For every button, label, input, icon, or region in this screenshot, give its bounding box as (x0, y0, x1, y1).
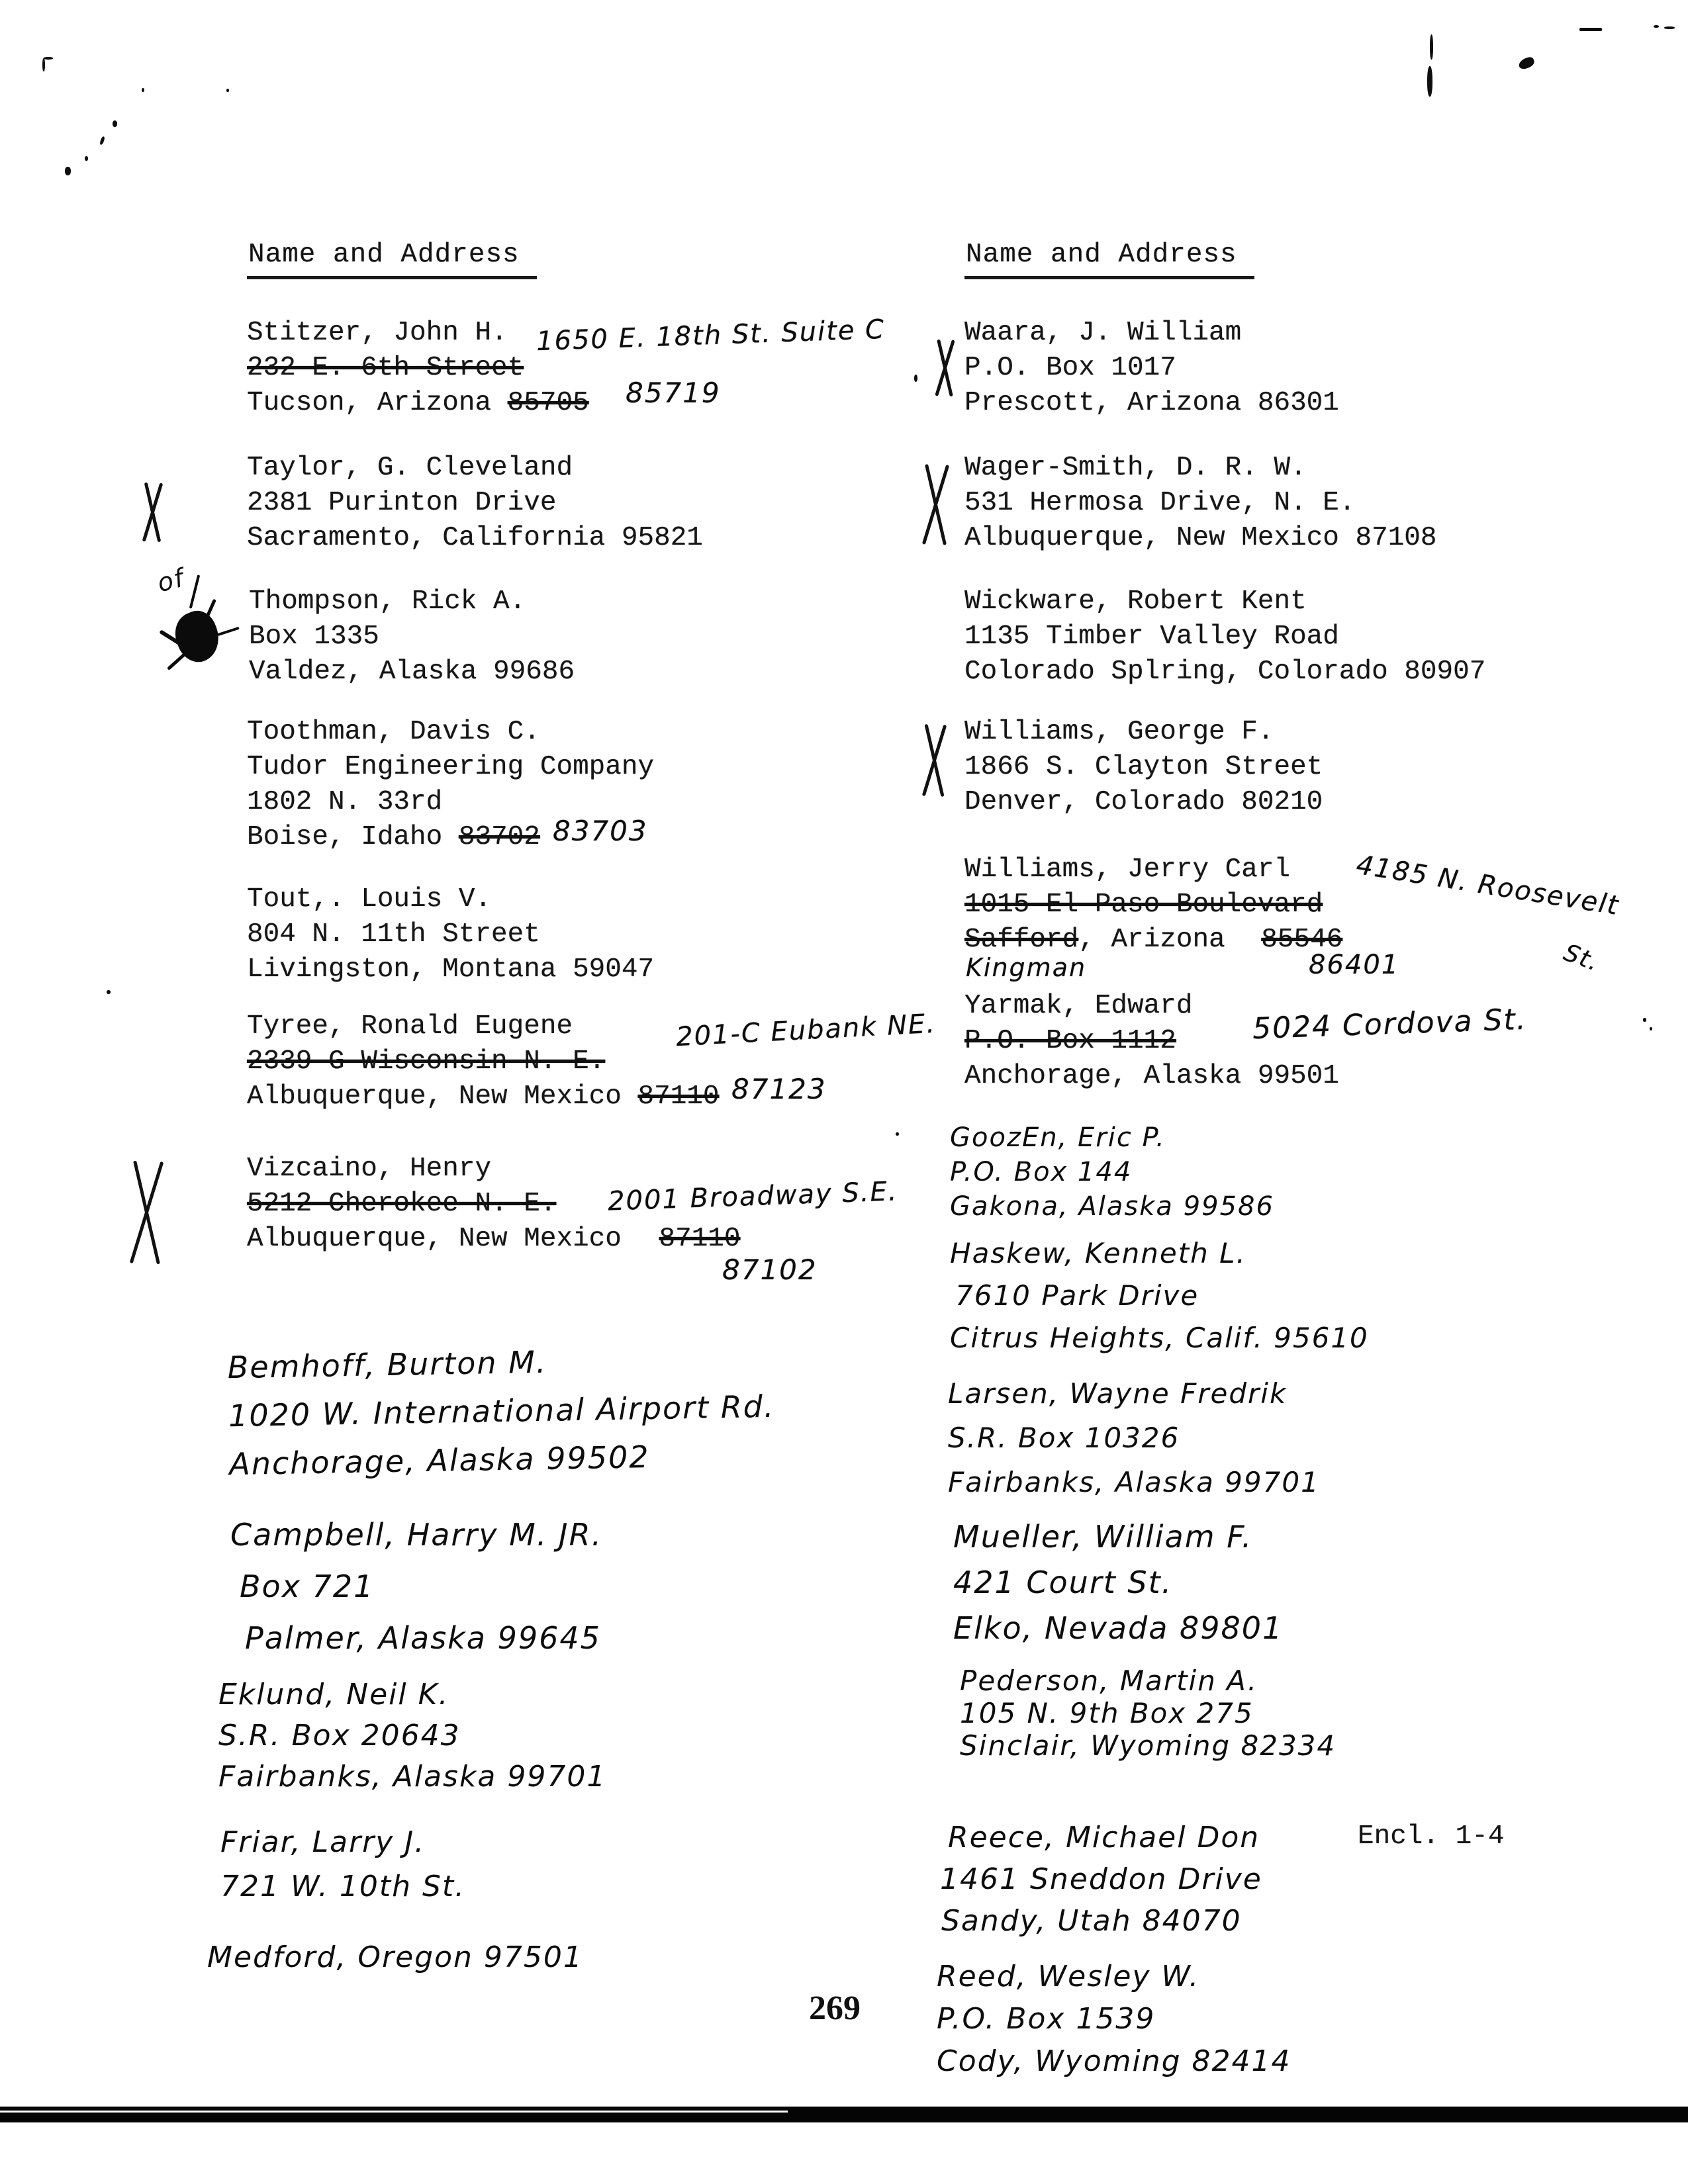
city-line: Albuquerque, New Mexico (247, 1081, 638, 1112)
right-column-header (964, 240, 1254, 279)
entry-waara (964, 316, 1339, 421)
struck-old-zip: 87110 (637, 1081, 720, 1112)
struck-old-address: 1015 El Paso Boulevard (964, 889, 1323, 920)
entry-city: Fairbanks, Alaska 99701 (218, 1760, 607, 1794)
scan-speck (44, 57, 53, 60)
entry-thompson (249, 584, 575, 690)
handwritten-new-city: Kingman (966, 953, 1087, 982)
entry-williams-jerry (964, 849, 1622, 982)
entry-address: 1802 N. 33rd (247, 787, 443, 817)
scan-speck (107, 990, 111, 994)
entry-address: 804 N. 11th Street (247, 919, 540, 950)
entry-address: P.O. Box 1539 (937, 2002, 1156, 2036)
scan-speck (914, 375, 917, 382)
entry-haskew (950, 1232, 1369, 1359)
handwritten-new-address: 1650 E. 18th St. Suite C (536, 314, 886, 357)
entry-address: 531 Hermosa Drive, N. E. (964, 488, 1356, 518)
scan-speck (1579, 28, 1602, 31)
entry-name: Toothman, Davis C. (247, 717, 540, 747)
entry-tyree (247, 1008, 937, 1115)
scan-speck (65, 167, 71, 175)
entry-name: GoozEn, Eric P. (950, 1122, 1166, 1153)
entry-address: 721 W. 10th St. (220, 1870, 466, 1903)
struck-old-address: 232 E. 6th Street (247, 353, 524, 383)
scan-speck (226, 89, 229, 92)
entry-city: Sacramento, California 95821 (247, 523, 703, 553)
entry-address: P.O. Box 144 (950, 1157, 1133, 1187)
entry-company: Tudor Engineering Company (247, 752, 655, 782)
entry-name: Campbell, Harry M. JR. (230, 1517, 603, 1553)
scan-speck (1430, 34, 1433, 60)
left-header-label: Name and Address (248, 240, 520, 270)
entry-address: 105 N. 9th Box 275 (960, 1697, 1254, 1729)
x-mark (919, 463, 949, 546)
handwritten-new-address: 201-C Eubank NE. (675, 1008, 937, 1053)
struck-old-zip: 85705 (507, 388, 589, 418)
struck-old-zip: 85546 (1261, 925, 1343, 955)
entry-mueller (953, 1514, 1283, 1651)
entry-city: Prescott, Arizona 86301 (964, 388, 1339, 418)
entry-stitzer (247, 314, 886, 421)
entry-name: Tout,. Louis V. (247, 884, 492, 915)
entry-name: Tyree, Ronald Eugene (247, 1011, 573, 1042)
entry-toothman (247, 715, 654, 855)
scan-speck (113, 120, 117, 127)
entry-eklund (218, 1674, 606, 1797)
entry-city: Citrus Heights, Calif. 95610 (950, 1322, 1369, 1354)
entry-address: 1461 Sneddon Drive (940, 1862, 1262, 1896)
handwritten-new-zip: 86401 (1309, 950, 1400, 980)
scan-speck (1427, 66, 1432, 97)
scan-speck (1650, 1027, 1652, 1030)
entry-city: Denver, Colorado 80210 (964, 787, 1323, 817)
entry-campbell (230, 1509, 602, 1664)
entry-name: Vizcaino, Henry (247, 1154, 492, 1184)
entry-friar (207, 1820, 583, 1979)
scan-speck (99, 136, 105, 146)
entry-name: Eklund, Neil K. (218, 1678, 449, 1711)
entry-name: Stitzer, John H. (247, 318, 508, 348)
entry-city: Albuquerque, New Mexico 87108 (964, 523, 1437, 553)
scan-speck (42, 58, 45, 71)
handwritten-new-zip: 87123 (731, 1073, 827, 1105)
entry-name: Wager-Smith, D. R. W. (964, 453, 1307, 483)
struck-old-address: 5212 Cherokee N. E. (247, 1189, 557, 1219)
entry-name: Pederson, Martin A. (960, 1664, 1258, 1697)
entry-city: Elko, Nevada 89801 (953, 1610, 1284, 1646)
struck-old-city: Safford (964, 925, 1079, 955)
entry-name: Yarmak, Edward (964, 991, 1193, 1021)
entry-city: Sandy, Utah 84070 (941, 1904, 1242, 1938)
handwritten-new-zip: 83703 (553, 815, 648, 847)
handwritten-new-address: 5024 Cordova St. (1252, 1002, 1528, 1046)
entry-city: Colorado Splring, Colorado 80907 (964, 657, 1486, 687)
entry-city: Anchorage, Alaska 99501 (964, 1061, 1339, 1091)
entry-name: Reed, Wesley W. (937, 1960, 1200, 1993)
entry-address: 421 Court St. (953, 1565, 1173, 1600)
entry-name: Friar, Larry J. (220, 1825, 426, 1859)
x-mark (928, 339, 959, 397)
entry-address: 1020 W. International Airport Rd. (228, 1388, 775, 1434)
entry-city: Cody, Wyoming 82414 (937, 2044, 1291, 2078)
entry-name: Wickware, Robert Kent (964, 586, 1307, 617)
entry-address: S.R. Box 20643 (218, 1719, 461, 1752)
struck-old-address: P.O. Box 1112 (964, 1026, 1176, 1056)
entry-name: Bemhoff, Burton M. (227, 1343, 547, 1386)
entry-reed (937, 1956, 1291, 2083)
left-column-header (247, 240, 537, 279)
entry-city: Palmer, Alaska 99645 (245, 1620, 601, 1656)
entry-name: Taylor, G. Cleveland (247, 453, 573, 483)
city-line: , Arizona (1078, 925, 1242, 955)
entry-address: Box 1335 (249, 621, 379, 652)
entry-name: Williams, George F. (964, 717, 1274, 747)
scan-speck (896, 1132, 899, 1136)
struck-old-address: 2339 G Wisconsin N. E. (247, 1046, 606, 1077)
scan-speck (1654, 25, 1659, 28)
entry-bemhoff (227, 1334, 776, 1488)
entry-tout (247, 882, 654, 987)
city-line: Albuquerque, New Mexico (247, 1224, 638, 1254)
entry-pederson (960, 1664, 1336, 1762)
entry-reece (940, 1817, 1262, 1942)
entry-city: Medford, Oregon 97501 (207, 1940, 583, 1974)
enclosure-note: Encl. 1-4 (1358, 1821, 1505, 1852)
handwritten-new-address-2: St. (1560, 938, 1603, 978)
entry-taylor (247, 451, 703, 556)
scan-speck (85, 156, 88, 161)
x-mark (136, 482, 166, 543)
city-line: Tucson, Arizona (247, 388, 508, 418)
struck-old-zip: 87110 (659, 1224, 741, 1254)
scan-edge-bar (0, 2107, 1688, 2122)
entry-address: P.O. Box 1017 (964, 353, 1176, 383)
city-line: Boise, Idaho (247, 822, 459, 852)
handwritten-new-address: 2001 Broadway S.E. (607, 1176, 899, 1217)
scan-speck (1664, 26, 1675, 29)
struck-old-zip: 83702 (458, 822, 540, 852)
entry-address: 1866 S. Clayton Street (964, 752, 1323, 782)
entry-city: Livingston, Montana 59047 (247, 954, 655, 985)
entry-wickware (964, 584, 1485, 690)
entry-city: Fairbanks, Alaska 99701 (948, 1466, 1320, 1498)
entry-city: Sinclair, Wyoming 82334 (960, 1729, 1336, 1762)
scan-speck (1643, 1018, 1646, 1022)
entry-wager-smith (964, 451, 1437, 556)
entry-goozen (950, 1120, 1274, 1224)
right-header-label: Name and Address (966, 240, 1237, 270)
entry-vizcaino (247, 1152, 899, 1286)
entry-name: Mueller, William F. (953, 1519, 1253, 1555)
entry-address: 7610 Park Drive (955, 1279, 1199, 1312)
page-number: 269 (809, 1989, 861, 2027)
entry-williams-george (964, 715, 1323, 820)
entry-yarmak (964, 989, 1528, 1094)
entry-name: Reece, Michael Don (948, 1821, 1260, 1854)
handwritten-new-address: 4185 N. Roosevelt (1354, 849, 1622, 922)
entry-address: 2381 Purinton Drive (247, 488, 557, 518)
handwritten-new-zip: 87102 (722, 1253, 818, 1286)
entry-name: Thompson, Rick A. (249, 586, 526, 617)
handwritten-note: of (154, 563, 188, 598)
entry-name: Larsen, Wayne Fredrik (948, 1377, 1288, 1410)
x-mark (917, 723, 948, 797)
entry-name: Haskew, Kenneth L. (950, 1237, 1246, 1269)
scan-speck (1517, 56, 1536, 71)
entry-city: Valdez, Alaska 99686 (249, 657, 575, 687)
entry-address: 1135 Timber Valley Road (964, 621, 1339, 652)
entry-name: Williams, Jerry Carl (964, 854, 1291, 885)
entry-name: Waara, J. William (964, 318, 1242, 348)
scan-speck (142, 88, 144, 92)
handwritten-new-zip: 85719 (626, 377, 721, 409)
entry-larsen (948, 1371, 1320, 1504)
x-mark (130, 1160, 160, 1265)
entry-address: S.R. Box 10326 (948, 1422, 1180, 1454)
entry-city: Gakona, Alaska 99586 (950, 1191, 1274, 1222)
entry-city: Anchorage, Alaska 99502 (228, 1439, 650, 1482)
entry-address: Box 721 (240, 1569, 375, 1604)
